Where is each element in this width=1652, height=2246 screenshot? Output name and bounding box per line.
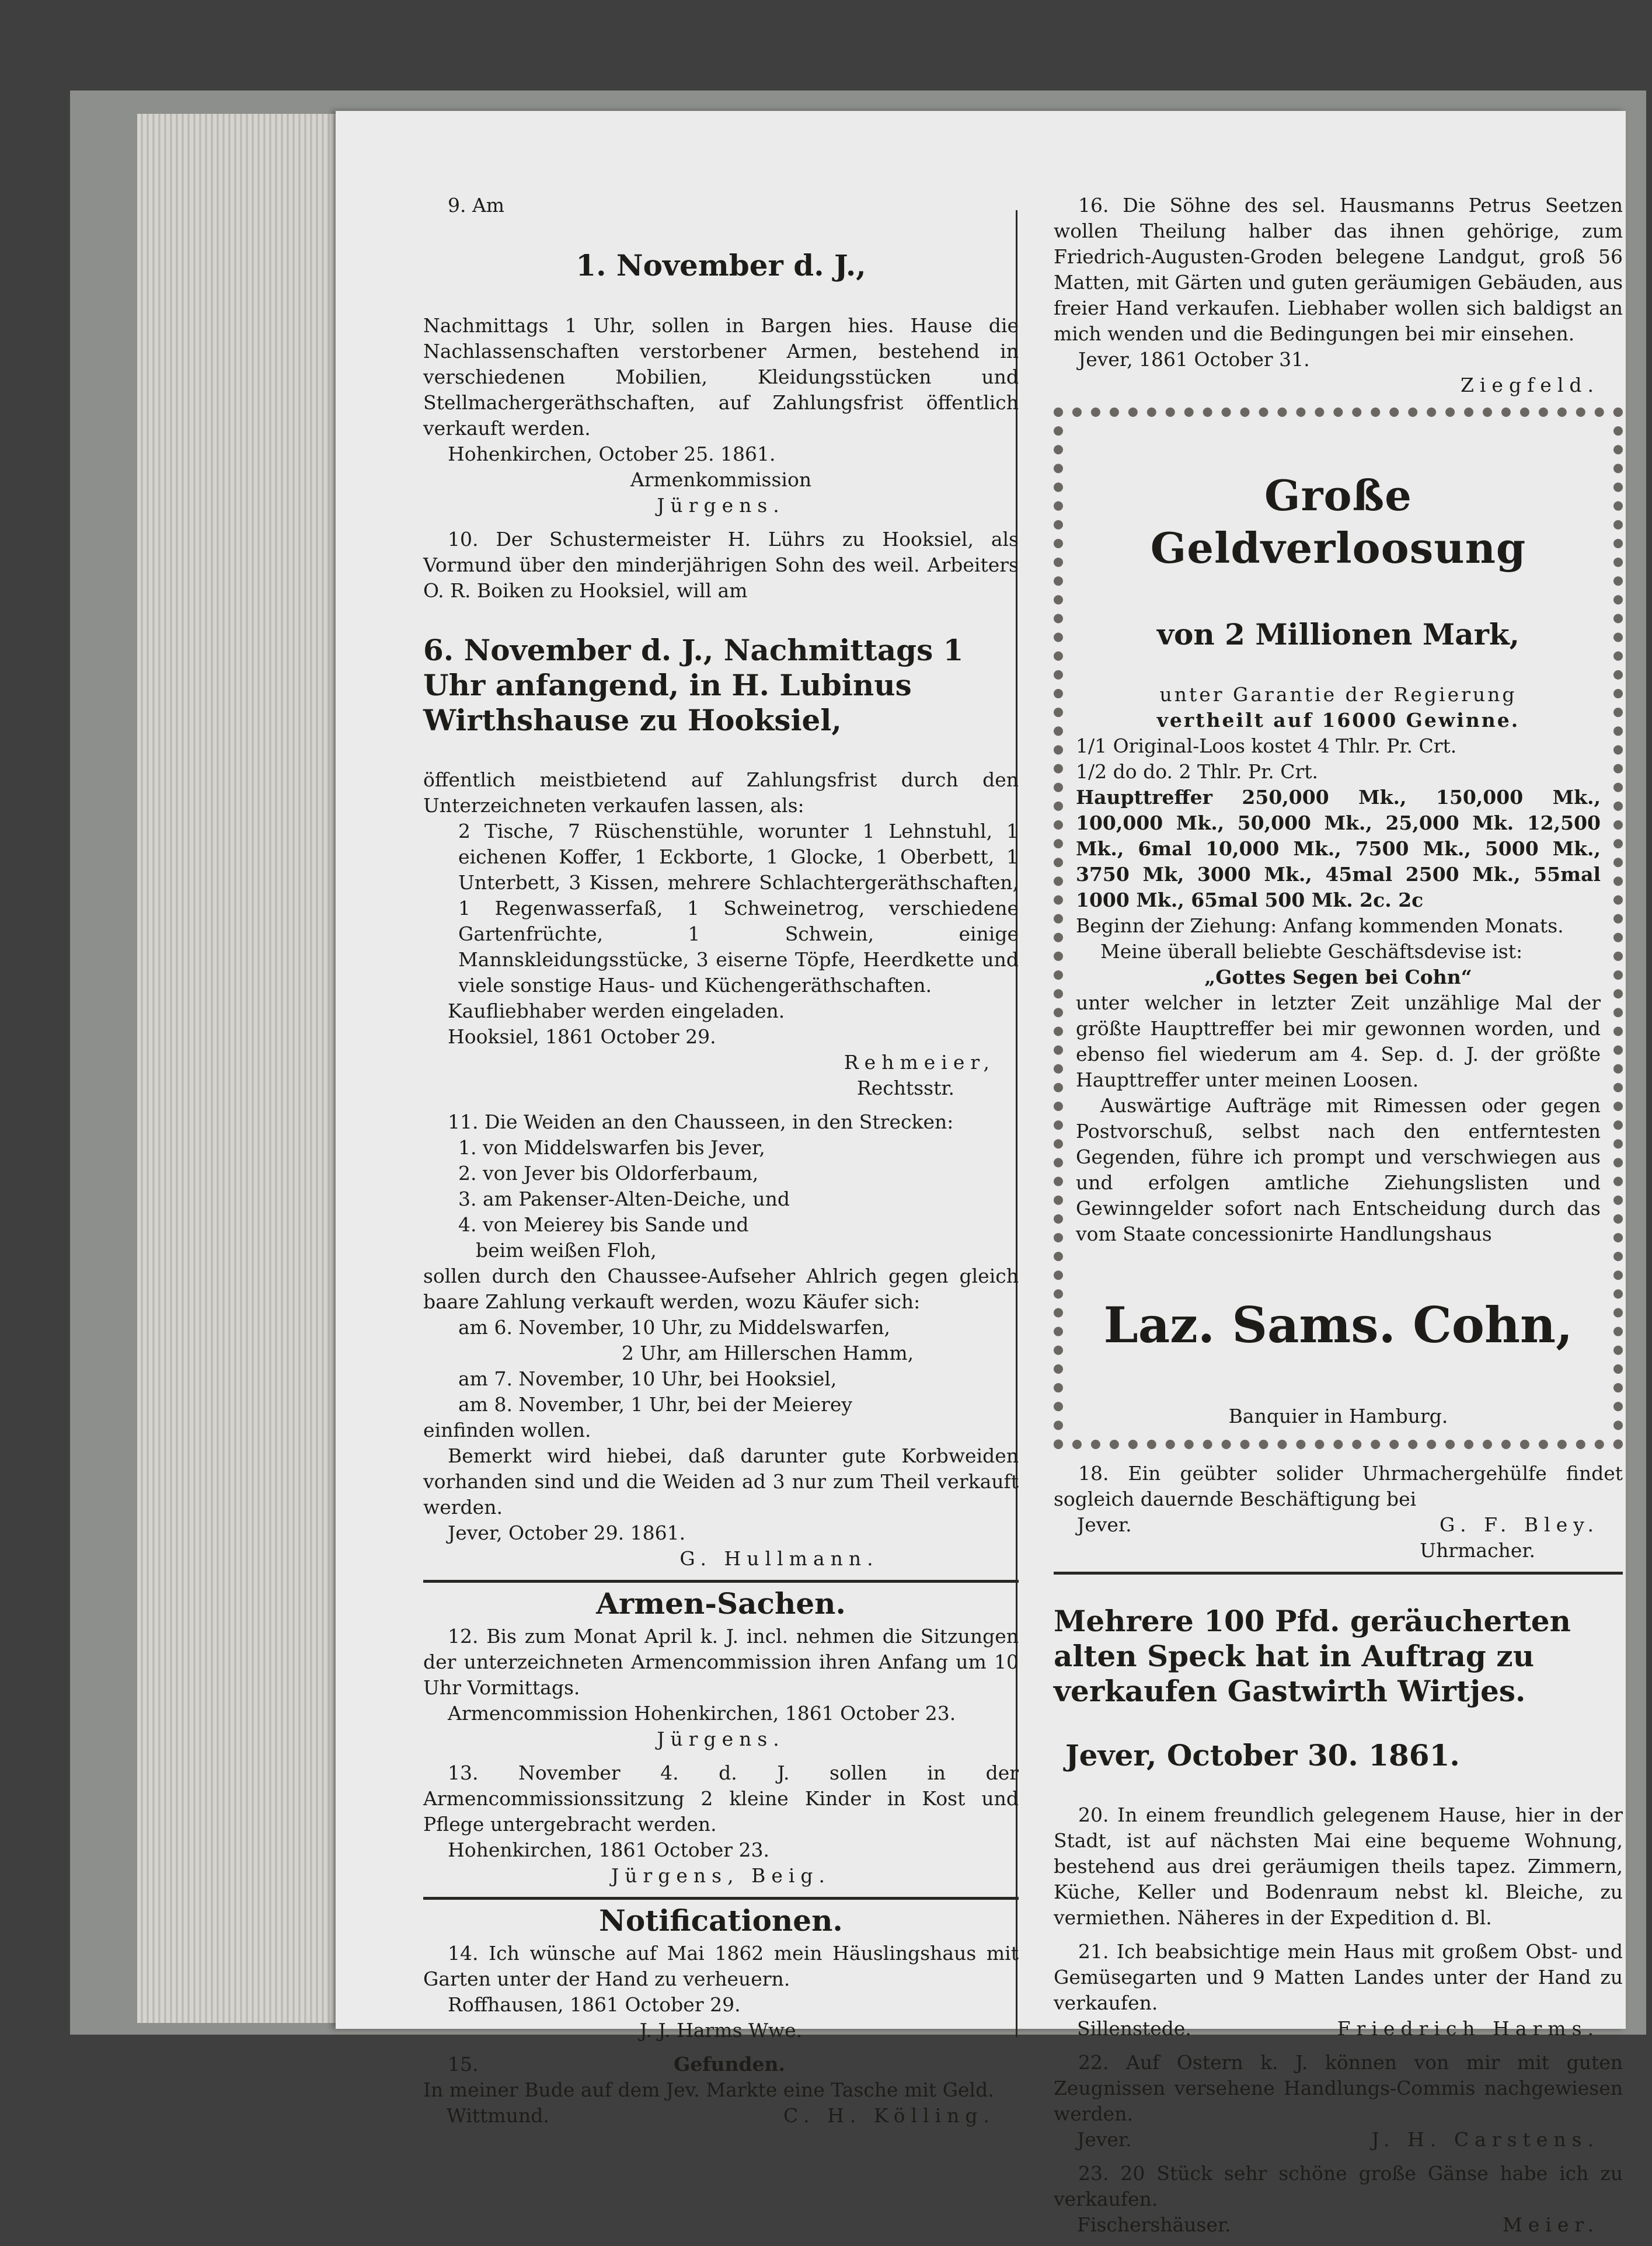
ad-signature: Meier.: [1502, 2213, 1599, 2236]
ad-signature: Ziegfeld.: [1460, 374, 1599, 396]
ad-place: Jever, October 30. 1861.: [1065, 1738, 1460, 1773]
ad-18: [1054, 1461, 1623, 1564]
left-column: [423, 193, 1019, 2137]
ad-body: 16. Die Söhne des sel. Hausmanns Petrus Seetzen wollen Theilung halber das ihnen gehörige, zum Friedrich-Augusten-Groden belegene Landgut, groß 56 Matten, mit Gärten und guten geräumigen Gebäuden, aus freier Hand verkaufen. Liebhaber wollen sich baldigst an mich wenden und die Bedingungen bei mir einsehen.: [1054, 194, 1623, 345]
lottery-body: unter welcher in letzter Zeit unzählige Mal der größte Haupttreffer bei mir gewonnen worden, und ebenso fiel wiederum am 4. Sep. d. J. der größte Haupttreffer unter meinen Loosen.: [1076, 991, 1601, 1091]
ad-body: 13. November 4. d. J. sollen in der Armencommissionssitzung 2 kleine Kinder in Kost und Pflege untergebracht werden.: [423, 1761, 1019, 1836]
ad-body: 21. Ich beabsichtige mein Haus mit großem Obst- und Gemüsegarten und 9 Matten Landes unter der Hand zu verkaufen.: [1054, 1940, 1623, 2014]
ad-place: Roffhausen, 1861 October 29.: [448, 1993, 741, 2016]
ad-signature: Jürgens, Beig.: [611, 1864, 831, 1887]
ad-signature: Jürgens.: [657, 1728, 785, 1750]
ad-body: 20. In einem freundlich gelegenem Hause, hier in der Stadt, ist auf nächsten Mai eine bequeme Wohnung, bestehend aus drei geräumigen theils tapez. Zimmern, Küche, Keller und Bodenraum nebst kl. Bleiche, zu vermiethen. Näheres in der Expedition d. Bl.: [1054, 1803, 1623, 1929]
lottery-orders: Auswärtige Aufträge mit Rimessen oder gegen Postvorschuß, selbst nach den entferntesten Gegenden, führe ich prompt und verschwiegen aus und erfolgen amtliche Ziehungslisten und Gewinngelder sofort nach Entscheidung durch das vom Staate concessionirte Handlungshaus: [1076, 1094, 1601, 1245]
ad-16: [1054, 193, 1623, 398]
ad-12: [423, 1624, 1019, 1752]
section-rule: [423, 1897, 1019, 1900]
lottery-start: Beginn der Ziehung: Anfang kommenden Monats.: [1076, 914, 1564, 937]
list-item: am 6. November, 10 Uhr, zu Middelswarfen,: [458, 1316, 891, 1339]
ad-headline: 6. November d. J., Nachmittags 1 Uhr anfangend, in H. Lubinus Wirthshause zu Hooksiel,: [423, 633, 964, 737]
ad-number: 9. Am: [448, 194, 505, 217]
ad-22: [1054, 2050, 1623, 2153]
ad-signature: J. H. Carstens.: [1371, 2128, 1599, 2151]
list-item: 1. von Middelswarfen bis Jever,: [458, 1136, 765, 1159]
ad-body: 10. Der Schustermeister H. Lührs zu Hooksiel, als Vormund über den minderjährigen Sohn des weil. Arbeiters O. R. Boiken zu Hooksiel, will am: [423, 528, 1019, 602]
lottery-guarantee: unter Garantie der Regierung: [1159, 683, 1517, 706]
ad-signature: J. J. Harms Wwe.: [639, 2019, 803, 2042]
ad-place: Jever.: [1077, 2128, 1132, 2151]
ad-body: 23. 20 Stück sehr schöne große Gänse habe ich zu verkaufen.: [1054, 2162, 1623, 2210]
lottery-price: 1/1 Original-Loos kostet 4 Thlr. Pr. Crt.: [1076, 734, 1457, 757]
lottery-title: Große Geldverloosung: [1150, 471, 1526, 573]
ad-signature: Friedrich Harms.: [1337, 2017, 1599, 2040]
ad-number: 15.: [448, 2053, 479, 2076]
lottery-banker-location: Banquier in Hamburg.: [1228, 1405, 1448, 1427]
ad-place: Wittmund.: [447, 2104, 549, 2127]
ad-body: Nachmittags 1 Uhr, sollen in Bargen hies. Hause die Nachlassenschaften verstorbener Armen, bestehend in verschiedenen Mobilien, Kleidungsstücken und Stellmachergeräthschaften, auf Zahlungsfrist öffentlich verkauft werden.: [423, 314, 1019, 440]
list-item: 4. von Meierey bis Sande und: [458, 1213, 749, 1236]
ad-body: 12. Bis zum Monat April k. J. incl. nehmen die Sitzungen der unterzeichneten Armencommission ihren Anfang um 10 Uhr Vormittags.: [423, 1625, 1019, 1699]
ad-signature: Jürgens.: [657, 494, 785, 517]
ad-role: Rechtsstr.: [856, 1077, 954, 1099]
lottery-banker: Laz. Sams. Cohn,: [1103, 1296, 1573, 1354]
ad-items: 2 Tische, 7 Rüschenstühle, worunter 1 Lehnstuhl, 1 eichenen Koffer, 1 Eckborte, 1 Glocke, 1 Oberbett, 1 Unterbett, 3 Kissen, mehrere Schlachtergeräthschaften, 1 Regenwasserfaß, 1 Schweinetrog, verschiedene Gartenfrüchte, 1 Schwein, einige Mannskleidungsstücke, 3 eiserne Töpfe, Heerdkette und viele sonstige Haus- und Küchengeräthschaften.: [458, 820, 1019, 997]
ad-body: 11. Die Weiden an den Chausseen, in den Strecken:: [448, 1110, 954, 1133]
ad-place: Hooksiel, 1861 October 29.: [448, 1025, 716, 1048]
ad-19: [1054, 1604, 1623, 1773]
ad-14: [423, 1941, 1019, 2043]
list-item: 3. am Pakenser-Alten-Deiche, und: [458, 1188, 790, 1210]
page-edges: [137, 114, 368, 2023]
ad-place: Fischershäuser.: [1077, 2213, 1231, 2236]
list-item: 2 Uhr, am Hillerschen Hamm,: [621, 1342, 914, 1364]
ad-title: Gefunden.: [674, 2053, 785, 2076]
ad-signature: Rehmeier,: [844, 1051, 995, 1074]
ad-signature: G. Hullmann.: [679, 1547, 879, 1570]
ad-body: sollen durch den Chaussee-Aufseher Ahlrich gegen gleich baare Zahlung verkauft werden, wozu Käufer sich:: [423, 1265, 1019, 1313]
list-item: beim weißen Floh,: [476, 1239, 657, 1262]
ad-place: Jever, 1861 October 31.: [1078, 348, 1310, 371]
ad-place: Hohenkirchen, 1861 October 23.: [448, 1838, 770, 1861]
section-rule: [1054, 1572, 1623, 1575]
lottery-prizes: Haupttreffer 250,000 Mk., 150,000 Mk., 100,000 Mk., 50,000 Mk., 25,000 Mk. 12,500 Mk., 6mal 10,000 Mk., 7500 Mk., 5000 Mk., 3750 Mk, 3000 Mk., 45mal 2500 Mk., 55mal 1000 Mk., 65mal 500 Mk. 2c. 2c: [1076, 786, 1601, 911]
ad-21: [1054, 1939, 1623, 2042]
ad-body: 22. Auf Ostern k. J. können von mir mit guten Zeugnissen versehene Handlungs-Commis nachgewiesen werden.: [1054, 2051, 1623, 2125]
ad-body: In meiner Bude auf dem Jev. Markte eine Tasche mit Geld.: [423, 2078, 994, 2101]
lottery-spread: vertheilt auf 16000 Gewinne.: [1156, 709, 1520, 732]
ad-org: Armenkommission: [630, 468, 812, 491]
ad-signature: C. H. Kölling.: [783, 2104, 995, 2127]
ad-role: Uhrmacher.: [1420, 1539, 1535, 1562]
ad-invite: Kaufliebhaber werden eingeladen.: [448, 1000, 785, 1022]
ad-body: öffentlich meistbietend auf Zahlungsfrist durch den Unterzeichneten verkaufen lassen, als:: [423, 768, 1019, 817]
ad-place: Hohenkirchen, October 25. 1861.: [448, 443, 776, 465]
list-item: am 7. November, 10 Uhr, bei Hooksiel,: [458, 1367, 837, 1390]
ad-headline: Mehrere 100 Pfd. geräucherten alten Speck hat in Auftrag zu verkaufen Gastwirth Wirtjes.: [1054, 1604, 1571, 1708]
ad-9: [423, 193, 1019, 518]
lottery-subtitle: von 2 Millionen Mark,: [1156, 617, 1520, 652]
ad-body: 14. Ich wünsche auf Mai 1862 mein Häuslingshaus mit Garten unter der Hand zu verheuern.: [423, 1942, 1019, 1990]
ad-body: 18. Ein geübter solider Uhrmachergehülfe findet sogleich dauernde Beschäftigung bei: [1054, 1462, 1623, 1510]
ad-23: [1054, 2161, 1623, 2238]
newspaper-page: [336, 111, 1626, 2236]
ad-11: [423, 1109, 1019, 1572]
ad-tail: einfinden wollen.: [423, 1419, 591, 1441]
lottery-advertisement: [1054, 408, 1623, 1449]
list-item: 2. von Jever bis Oldorferbaum,: [458, 1162, 759, 1185]
ad-place: Sillenstede.: [1077, 2017, 1191, 2040]
ad-10: [423, 527, 1019, 1101]
lottery-price: 1/2 do do. 2 Thlr. Pr. Crt.: [1076, 760, 1319, 783]
ad-place: Jever.: [1077, 1513, 1132, 1536]
ad-signature: G. F. Bley.: [1440, 1513, 1599, 1536]
ad-15: [423, 2052, 1019, 2129]
list-item: am 8. November, 1 Uhr, bei der Meierey: [458, 1393, 853, 1416]
ad-20: [1054, 1802, 1623, 1931]
section-heading: Notificationen.: [599, 1903, 843, 1938]
ad-13: [423, 1760, 1019, 1889]
section-heading: Armen-Sachen.: [596, 1586, 846, 1621]
section-rule: [423, 1580, 1019, 1583]
ad-date: 1. November d. J.,: [576, 248, 866, 283]
ad-note: Bemerkt wird hiebei, daß darunter gute Korbweiden vorhanden sind und die Weiden ad 3 nur zum Theil verkauft werden.: [423, 1444, 1019, 1519]
lottery-motto-intro: Meine überall beliebte Geschäftsdevise ist:: [1100, 940, 1523, 963]
right-column: [1054, 193, 1623, 2246]
lottery-motto: „Gottes Segen bei Cohn“: [1204, 966, 1472, 988]
ad-place: Jever, October 29. 1861.: [448, 1521, 686, 1544]
ad-place: Armencommission Hohenkirchen, 1861 October 23.: [448, 1702, 956, 1725]
